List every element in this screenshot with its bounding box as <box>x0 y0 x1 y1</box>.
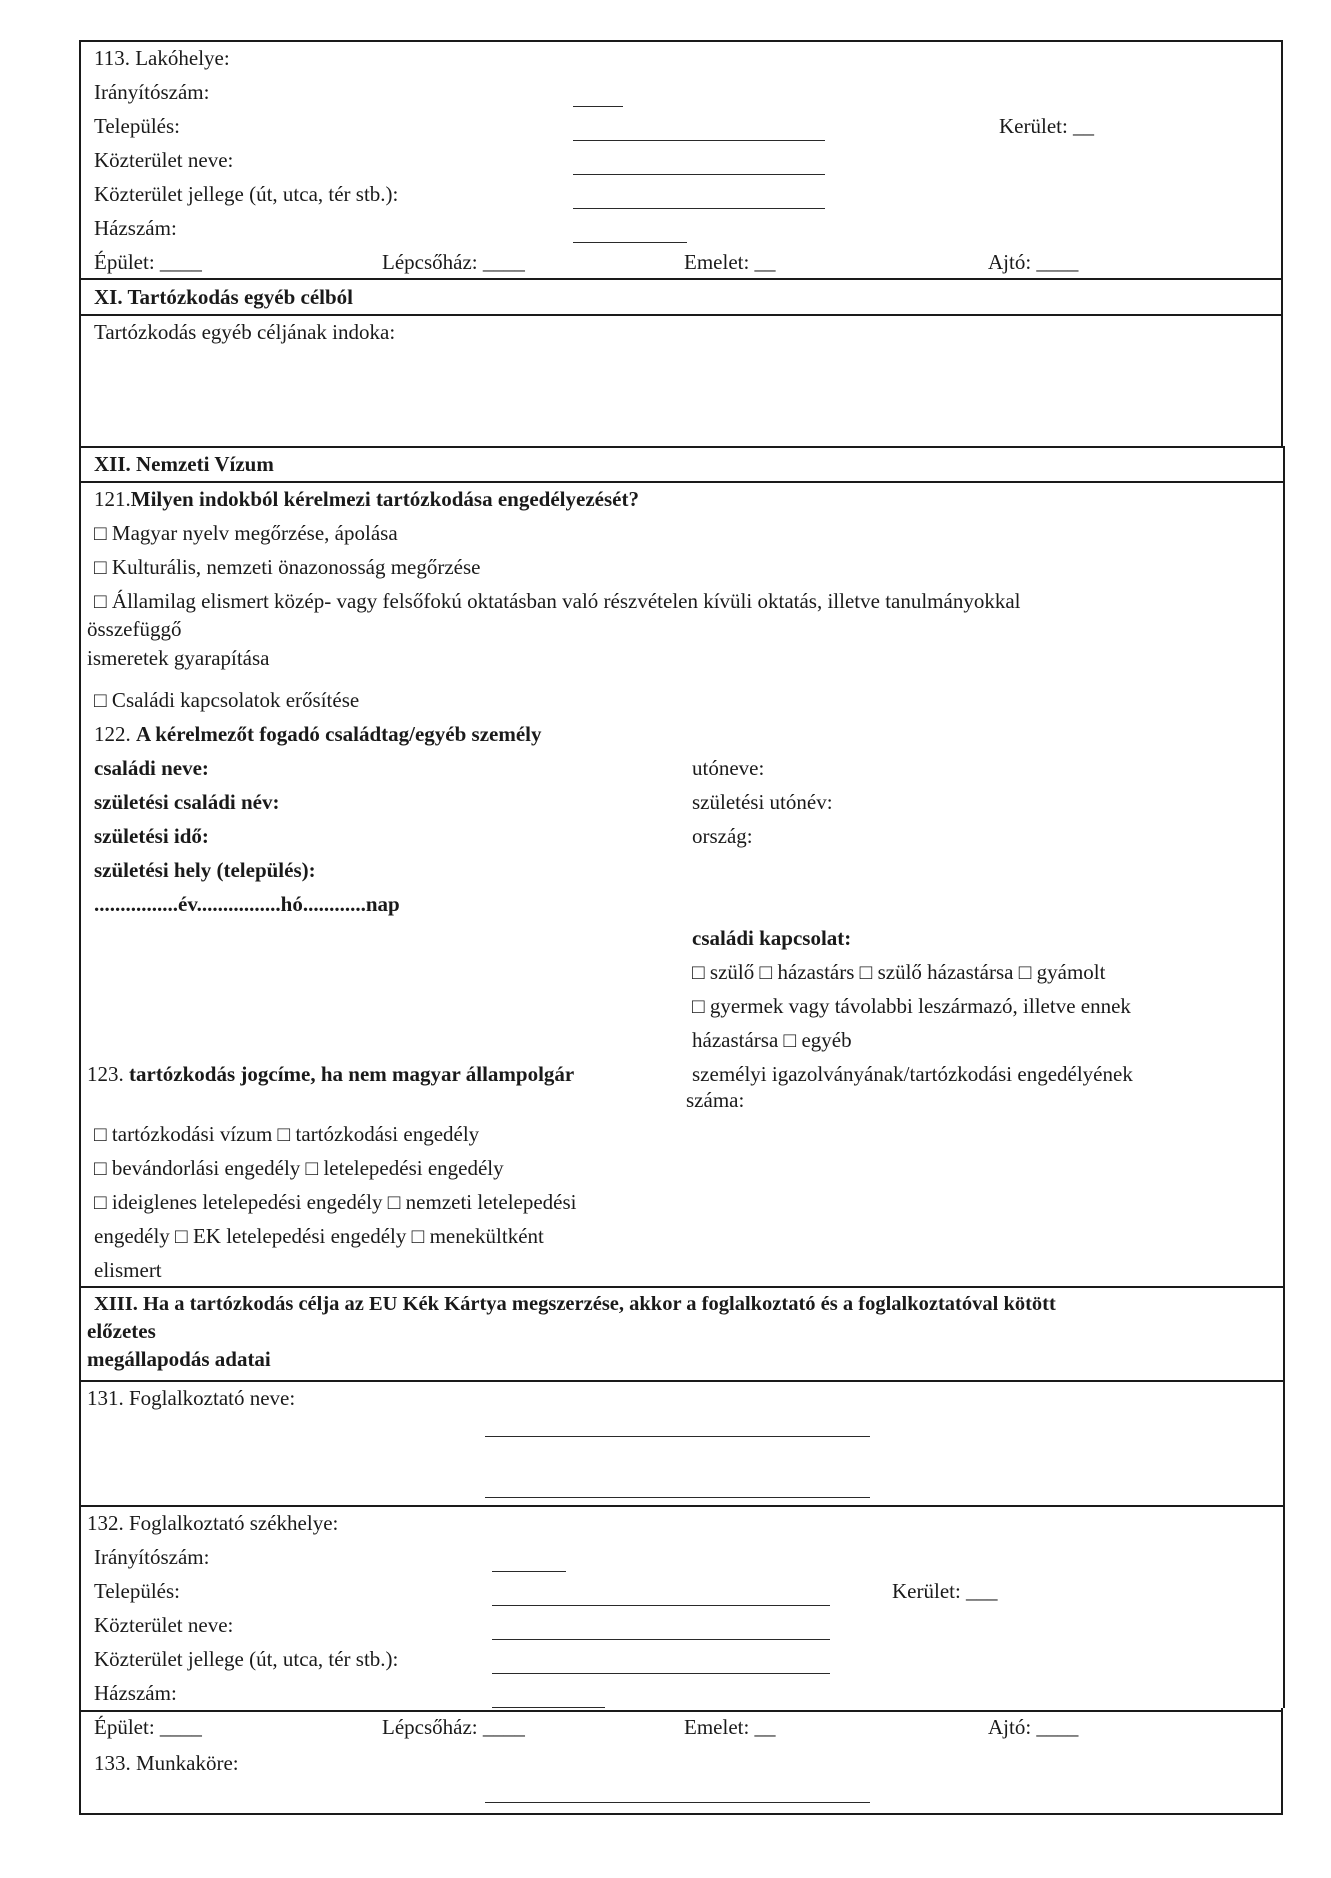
q123-question <box>87 1062 574 1086</box>
kozterulet-neve-field[interactable] <box>573 174 825 175</box>
divider-before-133 <box>79 1710 1283 1712</box>
q131-label: 131. Foglalkoztató neve: <box>87 1386 296 1410</box>
reason-option-3-line3: ismeretek gyarapítása <box>87 646 270 670</box>
kapcsolat-options-line2[interactable]: □ gyermek vagy távolabbi leszármazó, illetve ennek <box>692 994 1131 1018</box>
lakohely-title: 113. Lakóhelye: <box>94 46 230 70</box>
jogcim-options-line1[interactable]: □ tartózkodási vízum □ tartózkodási engedély <box>94 1122 480 1146</box>
jogcim-options-line3[interactable]: □ ideiglenes letelepedési engedély □ nemzeti letelepedési <box>94 1190 577 1214</box>
q123-number: 123. <box>87 1062 124 1086</box>
emelet-label: Emelet: __ <box>684 250 776 274</box>
reason-option-2[interactable]: □ Kulturális, nemzeti önazonosság megőrzése <box>94 555 481 579</box>
szekhely-emelet-label: Emelet: __ <box>684 1715 776 1739</box>
frame-left-border <box>79 40 81 1814</box>
divider-before-xiii <box>79 1286 1283 1288</box>
date-mask-field[interactable]: ................év................hó............nap <box>94 892 400 916</box>
szekhely-telepules-label: Település: <box>94 1579 180 1603</box>
frame-right-border-upper <box>1281 40 1283 446</box>
epulet-label: Épület: ____ <box>94 250 202 274</box>
frame-right-border-middle <box>1283 446 1285 1708</box>
szekhely-kozterulet-jellege-field[interactable] <box>492 1673 830 1674</box>
kozterulet-neve-label: Közterület neve: <box>94 148 234 172</box>
szuletesi-utonev-label: születési utónév: <box>692 790 833 814</box>
hazszam-label: Házszám: <box>94 216 177 240</box>
szekhely-epulet-label: Épület: ____ <box>94 1715 202 1739</box>
q122-question <box>94 722 542 746</box>
szuletesi-hely-label: születési hely (település): <box>94 858 316 882</box>
kozterulet-jellege-label: Közterület jellege (út, utca, tér stb.): <box>94 182 399 206</box>
szekhely-telepules-field[interactable] <box>492 1605 830 1606</box>
q123-title: tartózkodás jogcíme, ha nem magyar állampolgár <box>129 1062 575 1086</box>
divider-after-xii-heading <box>79 481 1283 483</box>
reason-option-3-line2: összefüggő <box>87 617 182 641</box>
igazolvany-label-line2: száma: <box>686 1088 745 1112</box>
kapcsolat-options-line1[interactable]: □ szülő □ házastárs □ szülő házastársa □ gyámolt <box>692 960 1106 984</box>
q122-title: A kérelmezőt fogadó családtag/egyéb személy <box>136 722 542 746</box>
section-xiii-heading-line1: XIII. Ha a tartózkodás célja az EU Kék Kártya megszerzése, akkor a foglalkoztató és a foglalkoztatóval kötött <box>94 1293 1056 1315</box>
szuletesi-ido-label: születési idő: <box>94 824 209 848</box>
ajto-label: Ajtó: ____ <box>988 250 1079 274</box>
divider-before-xi <box>79 278 1283 280</box>
csaladi-kapcsolat-label: családi kapcsolat: <box>692 926 852 950</box>
frame-bottom-border <box>79 1813 1283 1815</box>
q121-number: 121. <box>94 487 131 511</box>
hazszam-field[interactable] <box>573 242 687 243</box>
szuletesi-csaladi-nev-label: születési családi név: <box>94 790 280 814</box>
q121-question <box>94 487 639 511</box>
q121-title: Milyen indokból kérelmezi tartózkodása engedélyezését? <box>130 487 639 511</box>
szekhely-hazszam-field[interactable] <box>492 1707 605 1708</box>
szekhely-iranyitoszam-label: Irányítószám: <box>94 1545 210 1569</box>
divider-after-xiii-heading <box>79 1380 1283 1382</box>
reason-option-1[interactable]: □ Magyar nyelv megőrzése, ápolása <box>94 521 398 545</box>
csaladi-neve-label: családi neve: <box>94 756 209 780</box>
reason-option-3-line1[interactable]: □ Államilag elismert közép- vagy felsőfokú oktatásban való részvételen kívüli oktatás, illetve tanulmányokkal <box>94 589 1021 613</box>
szekhely-hazszam-label: Házszám: <box>94 1681 177 1705</box>
section-xiii-heading-line3: megállapodás adatai <box>87 1347 271 1371</box>
foglalkoztato-neve-field-1[interactable] <box>485 1436 870 1437</box>
q132-label: 132. Foglalkoztató székhelye: <box>87 1511 339 1535</box>
iranyitoszam-label: Irányítószám: <box>94 80 210 104</box>
divider-after-xi-heading <box>79 314 1283 316</box>
szekhely-kozterulet-jellege-label: Közterület jellege (út, utca, tér stb.): <box>94 1647 399 1671</box>
q122-number: 122. <box>94 722 131 746</box>
telepules-field[interactable] <box>573 140 825 141</box>
kozterulet-jellege-field[interactable] <box>573 208 825 209</box>
divider-before-132 <box>79 1505 1283 1507</box>
telepules-label: Település: <box>94 114 180 138</box>
kerulet-label: Kerület: __ <box>999 114 1095 138</box>
szekhely-lepcsohaz-label: Lépcsőház: ____ <box>382 1715 525 1739</box>
divider-before-xii <box>79 446 1283 448</box>
jogcim-options-line2[interactable]: □ bevándorlási engedély □ letelepedési engedély <box>94 1156 504 1180</box>
frame-right-border-lower <box>1281 1708 1283 1814</box>
szekhely-kerulet-label: Kerület: ___ <box>892 1579 998 1603</box>
frame-top-border <box>79 40 1283 42</box>
egyeb-cel-indoka-label: Tartózkodás egyéb céljának indoka: <box>94 320 396 344</box>
reason-option-4[interactable]: □ Családi kapcsolatok erősítése <box>94 688 360 712</box>
foglalkoztato-neve-field-2[interactable] <box>485 1497 870 1498</box>
section-xiii-heading-line2: előzetes <box>87 1319 156 1343</box>
q133-label: 133. Munkaköre: <box>94 1751 239 1775</box>
orszag-label: ország: <box>692 824 753 848</box>
jogcim-options-line5: elismert <box>94 1258 162 1282</box>
section-xii-heading: XII. Nemzeti Vízum <box>94 452 274 476</box>
section-xi-heading: XI. Tartózkodás egyéb célból <box>94 285 354 309</box>
szekhely-kozterulet-neve-field[interactable] <box>492 1639 830 1640</box>
utoneve-label: utóneve: <box>692 756 765 780</box>
szekhely-ajto-label: Ajtó: ____ <box>988 1715 1079 1739</box>
igazolvany-label-line1: személyi igazolványának/tartózkodási engedélyének <box>692 1062 1133 1086</box>
kapcsolat-options-line3[interactable]: házastársa □ egyéb <box>692 1028 852 1052</box>
jogcim-options-line4[interactable]: engedély □ EK letelepedési engedély □ menekültként <box>94 1224 544 1248</box>
szekhely-kozterulet-neve-label: Közterület neve: <box>94 1613 234 1637</box>
iranyitoszam-field[interactable] <box>573 106 623 107</box>
lepcsohaz-label: Lépcsőház: ____ <box>382 250 525 274</box>
munkakor-field[interactable] <box>485 1802 870 1803</box>
szekhely-iranyitoszam-field[interactable] <box>492 1571 566 1572</box>
